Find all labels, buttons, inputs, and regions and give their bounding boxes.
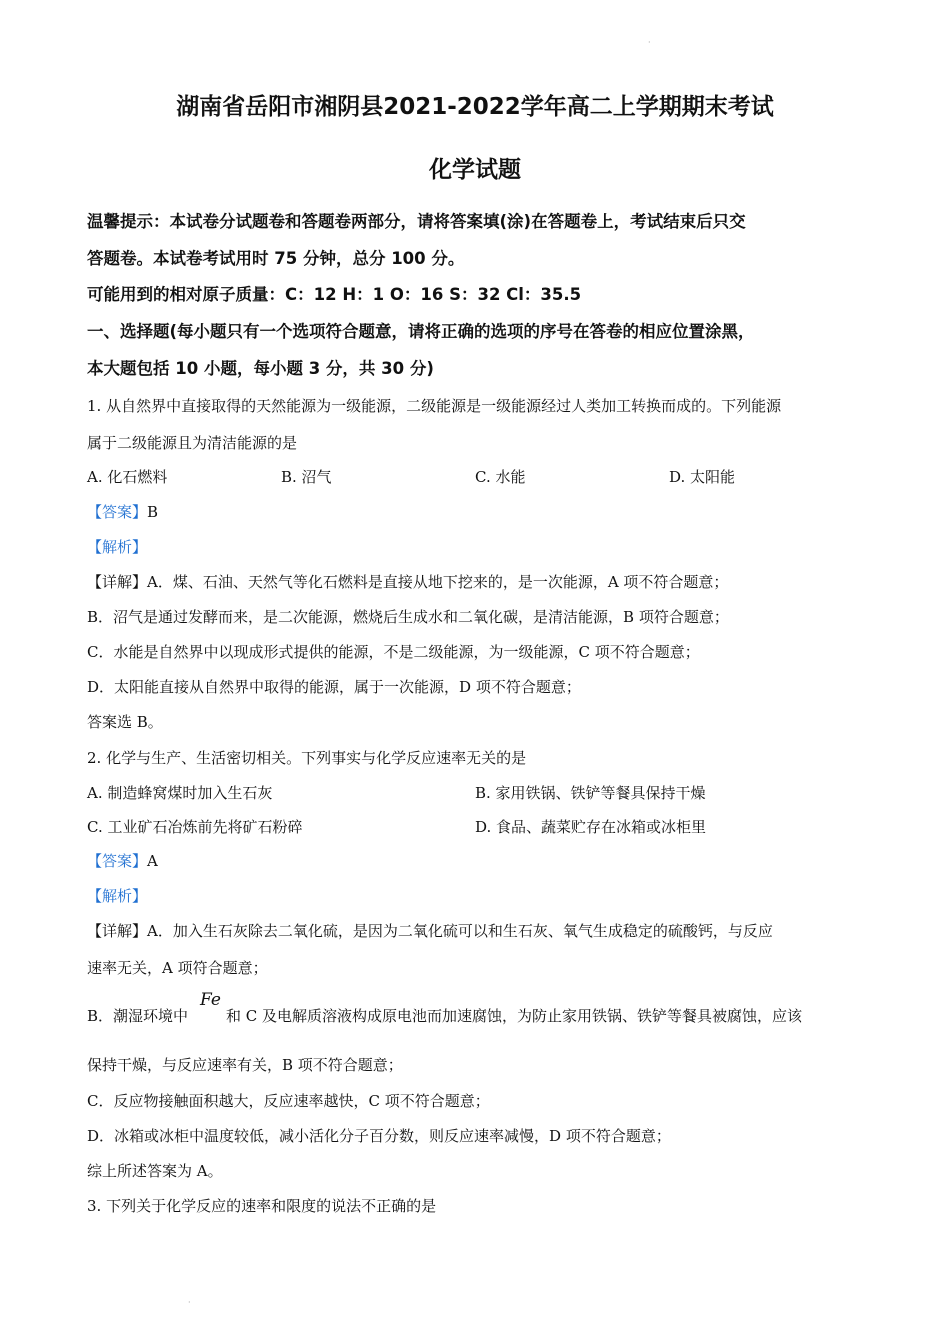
q2-analysis-tag: 【解析】: [87, 887, 148, 905]
q1-option-b: B. 沼气: [281, 468, 332, 486]
q1-analysis-tag: 【解析】: [87, 538, 148, 556]
scan-dot: ·: [188, 1298, 191, 1307]
q2-option-d: D. 食品、蔬菜贮存在冰箱或冰柜里: [475, 818, 707, 836]
q2-detail-a-2: 速率无关，A 项符合题意；: [87, 959, 268, 977]
document-title: 湖南省岳阳市湘阴县2021-2022学年高二上学期期末考试: [176, 94, 774, 120]
q2-detail-b-1: [87, 1006, 802, 1026]
q1-detail-d: D．太阳能直接从自然界中取得的能源，属于一次能源，D 项不符合题意；: [87, 678, 581, 696]
q1-detail-c: C．水能是自然界中以现成形式提供的能源，不是二级能源，为一级能源，C 项不符合题意；: [87, 643, 700, 661]
q1-detail-b: B．沼气是通过发酵而来，是二次能源，燃烧后生成水和二氧化碳，是清洁能源，B 项符合题意；: [87, 608, 729, 626]
q2-conclusion: 综上所述答案为 A。: [87, 1162, 223, 1180]
notice-line-2: 答题卷。本试卷考试用时 75 分钟，总分 100 分。: [87, 249, 465, 268]
q2-stem: 2. 化学与生产、生活密切相关。下列事实与化学反应速率无关的是: [87, 749, 527, 767]
document-subtitle: 化学试题: [429, 157, 521, 183]
q2-option-a: A. 制造蜂窝煤时加入生石灰: [87, 784, 273, 802]
q1-option-a: A. 化石燃料: [87, 468, 168, 486]
q2-answer: [87, 851, 158, 871]
q2-detail-b-2: 保持干燥，与反应速率有关，B 项不符合题意；: [87, 1056, 403, 1074]
atomic-masses: 可能用到的相对原子质量：C：12 H：1 O：16 S：32 Cl：35.5: [87, 285, 582, 304]
answer-value: A: [147, 852, 158, 870]
section-heading-1: 一、选择题(每小题只有一个选项符合题意，请将正确的选项的序号在答卷的相应位置涂黑，: [87, 322, 755, 341]
q1-answer: [87, 502, 158, 522]
q1-stem-1: 1. 从自然界中直接取得的天然能源为一级能源，二级能源是一级能源经过人类加工转换而成的。下列能源: [87, 397, 782, 415]
detail-b-prefix: B．潮湿环境中: [87, 1007, 189, 1025]
notice-line-1: 温馨提示：本试卷分试题卷和答题卷两部分，请将答案填(涂)在答题卷上，考试结束后只交: [87, 212, 746, 231]
q1-option-d: D. 太阳能: [669, 468, 736, 486]
answer-tag: 【答案】: [87, 503, 148, 521]
detail-b-suffix: 和 C 及电解质溶液构成原电池而加速腐蚀，为防止家用铁锅、铁铲等餐具被腐蚀，应该: [226, 1007, 803, 1025]
fe-formula: Fe: [200, 990, 221, 1010]
answer-value: B: [147, 503, 159, 521]
q2-detail-a-1: 【详解】A．加入生石灰除去二氧化硫，是因为二氧化硫可以和生石灰、氧气生成稳定的硫酸钙，与反应: [87, 922, 773, 940]
q1-conclusion: 答案选 B。: [87, 713, 163, 731]
q1-stem-2: 属于二级能源且为清洁能源的是: [87, 434, 298, 452]
q1-detail-a: 【详解】A．煤、石油、天然气等化石燃料是直接从地下挖来的，是一次能源，A 项不符合题意；: [87, 573, 729, 591]
scan-dot: ·: [648, 38, 651, 47]
q3-stem: 3. 下列关于化学反应的速率和限度的说法不正确的是: [87, 1197, 437, 1215]
q1-option-c: C. 水能: [475, 468, 526, 486]
answer-tag: 【答案】: [87, 852, 148, 870]
q2-detail-c: C．反应物接触面积越大，反应速率越快，C 项不符合题意；: [87, 1092, 490, 1110]
q2-option-c: C. 工业矿石冶炼前先将矿石粉碎: [87, 818, 303, 836]
q2-option-b: B. 家用铁锅、铁铲等餐具保持干燥: [475, 784, 706, 802]
section-heading-2: 本大题包括 10 小题，每小题 3 分，共 30 分): [87, 359, 434, 378]
q2-detail-d: D．冰箱或冰柜中温度较低，减小活化分子百分数，则反应速率减慢，D 项不符合题意；: [87, 1127, 671, 1145]
